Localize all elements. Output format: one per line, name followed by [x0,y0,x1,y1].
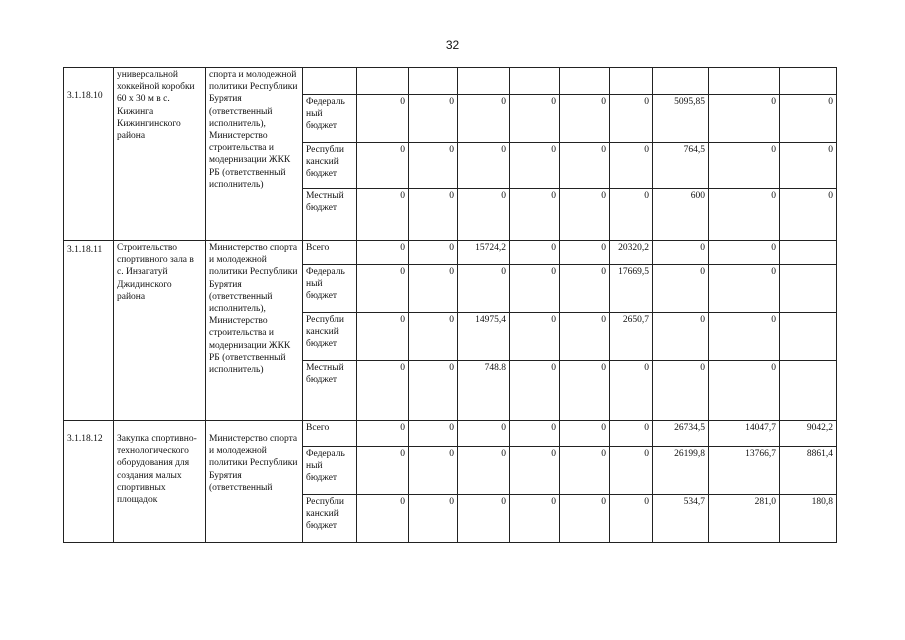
value-cell: 180,8 [780,495,837,543]
value-cell: 0 [610,143,653,189]
measure-code: 3.1.18.11 [64,241,114,421]
funding-source: Республи канский бюджет [303,143,357,189]
value-cell: 600 [653,189,709,241]
funding-source: Местный бюджет [303,361,357,421]
value-cell: 0 [409,95,458,143]
value-cell: 2650,7 [610,313,653,361]
value-cell: 0 [560,361,610,421]
value-cell: 14047,7 [709,421,780,447]
value-cell: 0 [458,189,510,241]
value-cell: 0 [560,447,610,495]
measure-executor: Министерство спорта и молодежной политики Республики Бурятия (ответственный исполнитель), Министерство строительства и модернизации ЖКК РБ (ответственный исполнитель) [206,241,303,421]
measure-code: 3.1.18.12 [64,421,114,543]
value-cell: 0 [610,447,653,495]
page-number: 32 [445,38,460,52]
funding-source: Федераль ный бюджет [303,447,357,495]
value-cell: 0 [560,143,610,189]
table-row [64,421,837,447]
funding-source: Всего [303,421,357,447]
value-cell [610,68,653,95]
value-cell: 0 [409,265,458,313]
value-cell: 0 [709,95,780,143]
value-cell: 0 [510,313,560,361]
value-cell: 0 [409,421,458,447]
value-cell: 15724,2 [458,241,510,265]
table-row [64,241,837,265]
value-cell: 0 [458,495,510,543]
value-cell: 0 [357,95,409,143]
value-cell: 0 [610,95,653,143]
value-cell: 0 [610,421,653,447]
value-cell: 0 [409,241,458,265]
value-cell: 0 [409,361,458,421]
value-cell: 0 [780,143,837,189]
value-cell: 0 [409,189,458,241]
value-cell: 0 [458,447,510,495]
measure-name: Строительство спортивного зала в с. Инзагатуй Джидинского района [114,241,206,421]
measure-code: 3.1.18.10 [64,68,114,241]
value-cell: 0 [709,241,780,265]
value-cell: 26199,8 [653,447,709,495]
value-cell: 748.8 [458,361,510,421]
value-cell: 0 [510,361,560,421]
value-cell: 0 [653,241,709,265]
value-cell [709,68,780,95]
value-cell: 0 [510,95,560,143]
value-cell: 0 [510,241,560,265]
value-cell: 0 [409,495,458,543]
value-cell: 764,5 [653,143,709,189]
value-cell [780,68,837,95]
value-cell: 0 [610,189,653,241]
value-cell: 20320,2 [610,241,653,265]
value-cell: 0 [780,95,837,143]
funding-source [303,68,357,95]
value-cell: 0 [610,495,653,543]
value-cell: 0 [610,361,653,421]
value-cell: 0 [357,421,409,447]
value-cell [510,68,560,95]
value-cell: 0 [409,313,458,361]
value-cell [653,68,709,95]
value-cell [458,68,510,95]
value-cell: 0 [560,421,610,447]
value-cell: 0 [510,265,560,313]
value-cell: 0 [510,189,560,241]
value-cell: 0 [357,241,409,265]
value-cell: 0 [780,189,837,241]
funding-source: Федераль ный бюджет [303,265,357,313]
value-cell: 0 [709,143,780,189]
measure-name: Закупка спортивно-технологического оборудования для создания малых спортивных площадок [114,421,206,543]
funding-source: Республи канский бюджет [303,495,357,543]
value-cell: 0 [653,361,709,421]
value-cell: 0 [560,265,610,313]
value-cell: 534,7 [653,495,709,543]
value-cell [560,68,610,95]
table-row [64,68,837,95]
value-cell: 9042,2 [780,421,837,447]
measure-name: универсальной хоккейной коробки 60 х 30 м в с. Кижинга Кижингинского района [114,68,206,241]
value-cell: 0 [653,265,709,313]
funding-source: Всего [303,241,357,265]
value-cell: 0 [510,447,560,495]
budget-table [63,67,837,543]
value-cell: 5095,85 [653,95,709,143]
value-cell: 0 [357,495,409,543]
value-cell: 0 [458,143,510,189]
value-cell: 0 [510,143,560,189]
value-cell: 281,0 [709,495,780,543]
value-cell: 13766,7 [709,447,780,495]
value-cell: 0 [458,421,510,447]
value-cell: 0 [709,361,780,421]
value-cell [780,313,837,361]
value-cell: 0 [560,241,610,265]
value-cell: 0 [709,265,780,313]
value-cell: 0 [357,265,409,313]
value-cell: 14975,4 [458,313,510,361]
value-cell: 0 [560,313,610,361]
value-cell: 0 [709,313,780,361]
value-cell: 0 [653,313,709,361]
value-cell [780,241,837,265]
value-cell: 0 [709,189,780,241]
funding-source: Местный бюджет [303,189,357,241]
value-cell: 17669,5 [610,265,653,313]
value-cell: 0 [409,447,458,495]
value-cell: 0 [458,95,510,143]
measure-executor: Министерство спорта и молодежной политики Республики Бурятия (ответственный [206,421,303,543]
value-cell: 0 [357,189,409,241]
value-cell [780,265,837,313]
value-cell: 0 [357,361,409,421]
value-cell [357,68,409,95]
measure-executor: спорта и молодежной политики Республики Бурятия (ответственный исполнитель), Министерство строительства и модернизации ЖКК РБ (ответственный исполнитель) [206,68,303,241]
value-cell: 0 [458,265,510,313]
value-cell: 26734,5 [653,421,709,447]
value-cell: 0 [510,421,560,447]
value-cell: 0 [357,143,409,189]
value-cell: 0 [357,313,409,361]
value-cell: 8861,4 [780,447,837,495]
value-cell [409,68,458,95]
value-cell [780,361,837,421]
funding-source: Федераль ный бюджет [303,95,357,143]
value-cell: 0 [560,189,610,241]
funding-source: Республи канский бюджет [303,313,357,361]
value-cell: 0 [357,447,409,495]
value-cell: 0 [409,143,458,189]
value-cell: 0 [560,495,610,543]
value-cell: 0 [510,495,560,543]
value-cell: 0 [560,95,610,143]
